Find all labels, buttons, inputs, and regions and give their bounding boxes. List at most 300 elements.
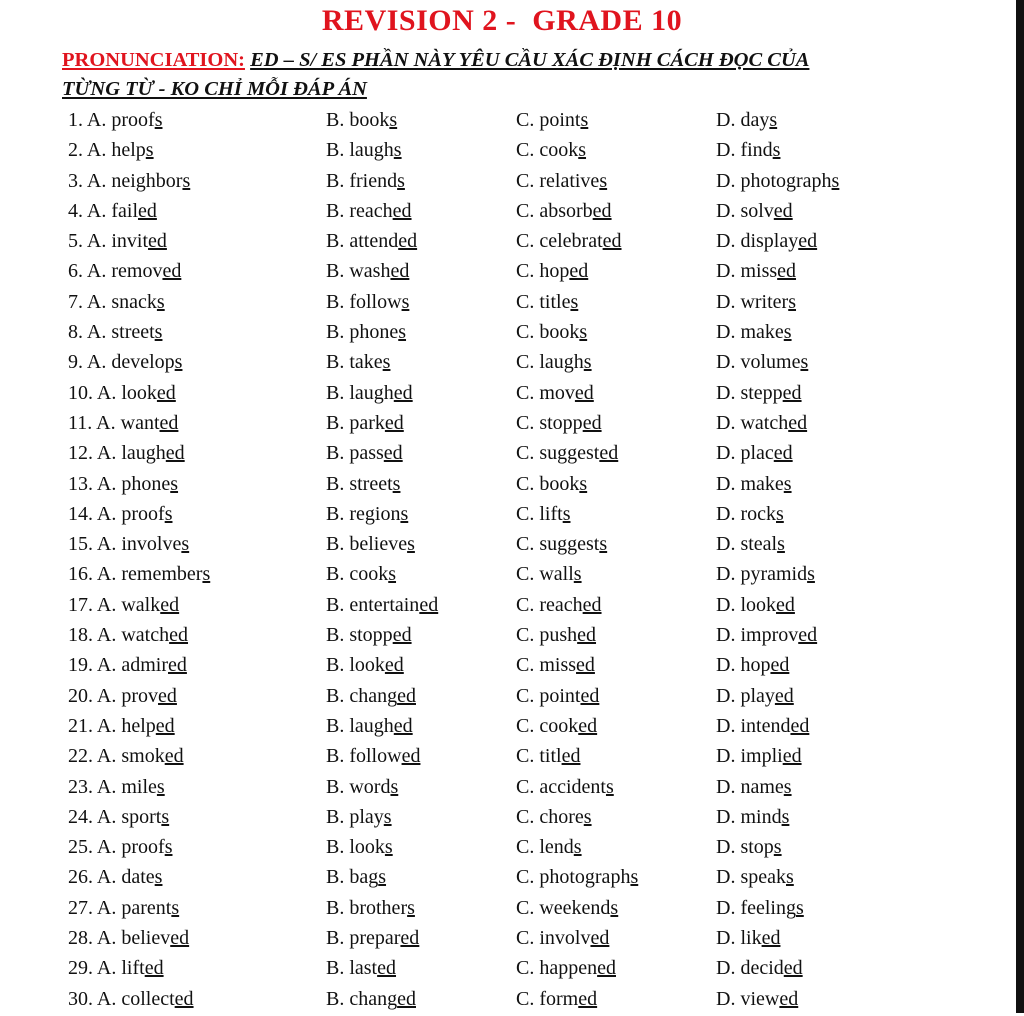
option-prefix: D. <box>716 896 736 919</box>
word-ending: ed <box>155 714 175 737</box>
option-prefix: A. <box>96 472 117 495</box>
option-c <box>516 776 614 799</box>
question-number: 29. <box>68 957 93 980</box>
word-ending: s <box>610 896 619 919</box>
option-a <box>68 654 187 677</box>
option-prefix: C. <box>516 290 535 313</box>
word-ending: ed <box>165 442 185 465</box>
question-number: 30. <box>68 987 93 1010</box>
word-ending: s <box>156 775 165 798</box>
word-ending: ed <box>392 624 412 647</box>
option-word: volumes <box>740 351 809 374</box>
option-word: minds <box>740 805 790 828</box>
option-prefix: C. <box>516 987 535 1010</box>
option-word: looked <box>349 654 404 677</box>
option-prefix: C. <box>516 502 535 525</box>
option-d <box>716 957 803 980</box>
word-ending: s <box>776 502 784 525</box>
word-ending: s <box>769 109 778 131</box>
option-word: neighbors <box>111 169 191 192</box>
word-ending: s <box>384 836 393 859</box>
option-prefix: D. <box>716 927 736 950</box>
word-ending: s <box>580 109 589 131</box>
question-row <box>0 804 1004 834</box>
option-d <box>716 594 795 617</box>
word-ending: ed <box>162 260 182 283</box>
word-ending: ed <box>776 593 795 616</box>
option-b <box>326 715 413 738</box>
option-prefix: B. <box>326 411 345 434</box>
option-word: played <box>740 684 794 707</box>
option-word: chores <box>539 805 592 828</box>
option-prefix: B. <box>326 169 345 192</box>
option-word: phones <box>349 321 407 344</box>
option-prefix: D. <box>716 593 736 616</box>
word-ending: s <box>562 502 571 525</box>
option-prefix: C. <box>516 472 535 495</box>
option-word: photographs <box>539 866 639 889</box>
question-row <box>0 410 1004 440</box>
option-prefix: D. <box>716 714 736 737</box>
option-word: laughed <box>349 381 413 404</box>
option-a <box>68 351 182 374</box>
option-a <box>68 503 172 526</box>
option-word: stops <box>740 836 782 859</box>
word-ending: ed <box>774 684 794 707</box>
option-word: cooks <box>539 139 587 162</box>
word-ending: ed <box>392 199 412 222</box>
option-word: decided <box>740 957 803 980</box>
word-ending: s <box>174 351 183 374</box>
option-word: bags <box>349 866 387 889</box>
option-d <box>716 866 794 889</box>
option-a <box>68 473 178 496</box>
option-b <box>326 866 386 889</box>
option-d <box>716 412 807 435</box>
word-ending: ed <box>788 411 808 434</box>
option-prefix: C. <box>516 199 535 222</box>
question-row <box>0 258 1004 288</box>
option-prefix: B. <box>326 502 345 525</box>
question-row <box>0 501 1004 531</box>
word-ending: ed <box>773 442 793 465</box>
option-word: liked <box>740 927 781 950</box>
option-d <box>716 533 785 556</box>
option-b <box>326 806 392 829</box>
option-d <box>716 351 808 374</box>
word-ending: s <box>378 866 387 889</box>
option-prefix: D. <box>716 654 736 677</box>
option-word: parents <box>121 896 180 919</box>
option-word: friends <box>349 169 405 192</box>
option-c <box>516 200 612 223</box>
option-word: titles <box>539 290 579 313</box>
option-word: celebrated <box>539 230 622 253</box>
option-word: makes <box>740 472 792 495</box>
question-number: 13. <box>68 472 93 495</box>
option-b <box>326 170 405 193</box>
option-d <box>716 139 780 162</box>
option-prefix: B. <box>326 381 345 404</box>
option-word: makes <box>740 321 792 344</box>
word-ending: ed <box>164 745 184 768</box>
question-number: 6. <box>68 260 83 283</box>
word-ending: ed <box>401 745 421 768</box>
option-word: watched <box>740 411 808 434</box>
option-word: pointed <box>539 684 600 707</box>
option-a <box>68 442 185 465</box>
word-ending: s <box>772 139 781 162</box>
option-prefix: D. <box>716 472 736 495</box>
word-ending: ed <box>782 381 802 404</box>
question-row <box>0 137 1004 167</box>
option-prefix: A. <box>96 563 117 586</box>
option-c <box>516 412 602 435</box>
option-b <box>326 139 402 162</box>
option-prefix: C. <box>516 593 535 616</box>
option-prefix: B. <box>326 139 345 162</box>
word-ending: s <box>583 805 592 828</box>
question-row <box>0 834 1004 864</box>
word-ending: ed <box>168 654 187 677</box>
word-ending: ed <box>156 381 176 404</box>
word-ending: ed <box>397 684 416 707</box>
word-ending: ed <box>390 260 410 283</box>
option-word: walls <box>539 563 582 586</box>
option-word: speaks <box>740 866 794 889</box>
word-ending: s <box>783 472 792 495</box>
right-border <box>1016 0 1024 1013</box>
option-a <box>68 563 210 586</box>
option-word: cooked <box>539 714 598 737</box>
question-row <box>0 925 1004 955</box>
option-prefix: B. <box>326 351 345 374</box>
word-ending: ed <box>582 593 602 616</box>
option-d <box>716 382 802 405</box>
option-a <box>68 866 162 889</box>
option-d <box>716 170 839 193</box>
question-number: 9. <box>68 351 83 374</box>
option-word: miles <box>121 775 165 798</box>
option-word: involved <box>539 927 610 950</box>
option-word: names <box>740 775 792 798</box>
word-ending: ed <box>419 593 439 616</box>
option-prefix: D. <box>716 230 736 253</box>
option-prefix: B. <box>326 866 345 889</box>
question-row <box>0 955 1004 985</box>
question-row <box>0 774 1004 804</box>
option-word: laughed <box>349 714 413 737</box>
word-ending: s <box>605 775 614 798</box>
option-prefix: B. <box>326 775 345 798</box>
option-word: proved <box>121 684 177 707</box>
option-word: missed <box>740 260 797 283</box>
option-a <box>68 806 169 829</box>
word-ending: s <box>570 290 579 313</box>
option-word: suggested <box>539 442 619 465</box>
option-c <box>516 473 587 496</box>
option-prefix: A. <box>96 775 117 798</box>
option-prefix: D. <box>716 533 736 556</box>
word-ending: ed <box>569 260 589 283</box>
option-prefix: C. <box>516 139 535 162</box>
option-word: books <box>539 321 588 344</box>
option-prefix: D. <box>716 109 736 131</box>
option-prefix: A. <box>96 896 117 919</box>
option-word: changed <box>349 684 416 707</box>
word-ending: s <box>145 139 154 162</box>
question-row <box>0 592 1004 622</box>
option-word: attended <box>349 230 418 253</box>
option-b <box>326 836 393 859</box>
option-word: collected <box>121 987 194 1010</box>
option-prefix: A. <box>96 714 117 737</box>
word-ending: s <box>579 321 588 344</box>
option-c <box>516 109 588 132</box>
option-prefix: B. <box>326 109 345 131</box>
option-word: looked <box>740 593 795 616</box>
option-prefix: A. <box>96 866 117 889</box>
option-word: follows <box>349 290 410 313</box>
instruction-text-line1: ED – S/ ES PHẦN NÀY YÊU CẦU XÁC ĐỊNH CÁCH ĐỌC CỦA <box>250 49 810 71</box>
option-b <box>326 321 406 344</box>
option-b <box>326 957 396 980</box>
option-prefix: C. <box>516 169 535 192</box>
word-ending: s <box>390 775 399 798</box>
option-a <box>68 412 178 435</box>
question-row <box>0 986 1004 1016</box>
word-ending: s <box>599 169 608 192</box>
word-ending: ed <box>561 745 581 768</box>
question-number: 17. <box>68 593 93 616</box>
option-word: believed <box>121 927 190 950</box>
question-row <box>0 683 1004 713</box>
word-ending: ed <box>174 987 194 1010</box>
option-prefix: D. <box>716 624 736 647</box>
option-word: lends <box>539 836 582 859</box>
option-b <box>326 109 397 132</box>
option-prefix: D. <box>716 563 736 586</box>
question-number: 7. <box>68 290 83 313</box>
option-prefix: B. <box>326 745 345 768</box>
option-b <box>326 927 419 950</box>
option-a <box>68 230 167 253</box>
option-prefix: A. <box>96 533 117 556</box>
option-word: intended <box>740 714 810 737</box>
option-word: walked <box>121 593 180 616</box>
option-word: relatives <box>539 169 608 192</box>
word-ending: s <box>392 472 401 495</box>
word-ending: s <box>154 321 163 344</box>
word-ending: s <box>831 169 840 192</box>
option-prefix: C. <box>516 714 535 737</box>
option-prefix: A. <box>96 411 116 434</box>
word-ending: ed <box>578 987 598 1010</box>
word-ending: ed <box>148 230 167 253</box>
word-ending: s <box>171 896 180 919</box>
word-ending: s <box>583 351 592 374</box>
option-prefix: C. <box>516 321 535 344</box>
option-prefix: C. <box>516 957 535 980</box>
option-prefix: B. <box>326 563 345 586</box>
option-prefix: C. <box>516 563 535 586</box>
word-ending: ed <box>158 684 177 707</box>
option-word: suggests <box>539 533 608 556</box>
option-word: books <box>539 472 588 495</box>
option-word: passed <box>349 442 403 465</box>
question-number: 16. <box>68 563 93 586</box>
option-prefix: A. <box>86 139 107 162</box>
question-row <box>0 713 1004 743</box>
question-number: 15. <box>68 533 93 556</box>
option-c <box>516 260 588 283</box>
option-word: proofs <box>121 502 173 525</box>
word-ending: s <box>807 563 815 586</box>
option-word: improved <box>740 624 818 647</box>
option-b <box>326 230 417 253</box>
option-prefix: A. <box>86 321 107 344</box>
option-b <box>326 988 416 1011</box>
option-word: moved <box>539 381 594 404</box>
option-prefix: B. <box>326 987 345 1010</box>
option-a <box>68 957 164 980</box>
word-ending: s <box>573 836 582 859</box>
option-d <box>716 988 798 1011</box>
word-ending: ed <box>590 927 610 950</box>
question-number: 12. <box>68 442 93 465</box>
option-word: formed <box>539 987 598 1010</box>
option-word: remembers <box>121 563 211 586</box>
question-number: 5. <box>68 230 83 253</box>
option-prefix: A. <box>96 805 117 828</box>
option-word: days <box>740 109 778 131</box>
option-word: points <box>539 109 589 131</box>
option-prefix: A. <box>96 381 117 404</box>
option-prefix: D. <box>716 836 736 859</box>
option-c <box>516 503 570 526</box>
option-c <box>516 230 622 253</box>
option-prefix: A. <box>96 654 117 677</box>
option-c <box>516 715 597 738</box>
word-ending: ed <box>377 957 397 980</box>
word-ending: s <box>773 836 782 859</box>
option-a <box>68 927 189 950</box>
option-word: stopped <box>539 411 602 434</box>
option-prefix: C. <box>516 260 535 283</box>
question-row <box>0 168 1004 198</box>
option-word: solved <box>740 199 793 222</box>
option-word: viewed <box>740 987 799 1010</box>
option-prefix: A. <box>86 351 107 374</box>
option-prefix: B. <box>326 290 345 313</box>
option-word: stepped <box>740 381 802 404</box>
option-word: titled <box>539 745 581 768</box>
word-ending: ed <box>783 957 803 980</box>
question-number: 23. <box>68 775 93 798</box>
option-word: weekends <box>539 896 619 919</box>
option-prefix: D. <box>716 745 736 768</box>
option-b <box>326 897 415 920</box>
option-b <box>326 351 390 374</box>
word-ending: ed <box>599 442 619 465</box>
option-word: followed <box>349 745 421 768</box>
option-word: reached <box>539 593 602 616</box>
option-word: missed <box>539 654 595 677</box>
option-c <box>516 442 618 465</box>
instruction-text-line2: TỪNG TỪ - KO CHỈ MỖI ĐÁP ÁN <box>62 78 367 100</box>
option-prefix: D. <box>716 987 736 1010</box>
word-ending: s <box>154 866 163 889</box>
option-a <box>68 139 154 162</box>
word-ending: ed <box>398 230 418 253</box>
word-ending: ed <box>578 714 598 737</box>
option-word: develops <box>111 351 183 374</box>
word-ending: ed <box>779 987 799 1010</box>
word-ending: s <box>407 533 415 556</box>
word-ending: ed <box>582 411 602 434</box>
option-prefix: B. <box>326 593 345 616</box>
option-b <box>326 473 400 496</box>
option-b <box>326 533 415 556</box>
option-a <box>68 260 181 283</box>
option-prefix: A. <box>96 684 117 707</box>
option-d <box>716 442 793 465</box>
option-b <box>326 685 416 708</box>
option-prefix: A. <box>96 745 117 768</box>
question-number: 27. <box>68 896 93 919</box>
word-ending: s <box>170 472 179 495</box>
option-prefix: B. <box>326 442 345 465</box>
option-word: dates <box>121 866 163 889</box>
instruction-label: PRONUNCIATION: <box>62 49 245 71</box>
word-ending: s <box>382 351 391 374</box>
question-row <box>0 228 1004 258</box>
word-ending: ed <box>384 654 404 677</box>
word-ending: ed <box>138 199 157 222</box>
option-prefix: C. <box>516 836 535 859</box>
option-prefix: C. <box>516 866 535 889</box>
option-prefix: A. <box>96 624 117 647</box>
word-ending: ed <box>159 411 179 434</box>
word-ending: s <box>164 836 173 859</box>
option-word: removed <box>111 260 182 283</box>
word-ending: s <box>786 866 794 889</box>
option-c <box>516 988 597 1011</box>
word-ending: ed <box>393 714 413 737</box>
option-prefix: D. <box>716 321 736 344</box>
option-prefix: D. <box>716 199 736 222</box>
option-word: helps <box>111 139 154 162</box>
option-prefix: C. <box>516 927 535 950</box>
option-prefix: C. <box>516 411 535 434</box>
option-c <box>516 594 602 617</box>
option-b <box>326 503 408 526</box>
option-prefix: C. <box>516 775 535 798</box>
option-word: reached <box>349 199 412 222</box>
option-c <box>516 897 618 920</box>
word-ending: ed <box>577 624 597 647</box>
option-word: rocks <box>740 502 784 525</box>
option-a <box>68 109 162 132</box>
option-prefix: B. <box>326 927 345 950</box>
option-c <box>516 321 587 344</box>
option-word: writers <box>740 290 797 313</box>
option-word: watched <box>121 624 189 647</box>
option-prefix: C. <box>516 896 535 919</box>
option-word: involves <box>121 533 190 556</box>
option-prefix: D. <box>716 866 736 889</box>
question-number: 20. <box>68 684 93 707</box>
